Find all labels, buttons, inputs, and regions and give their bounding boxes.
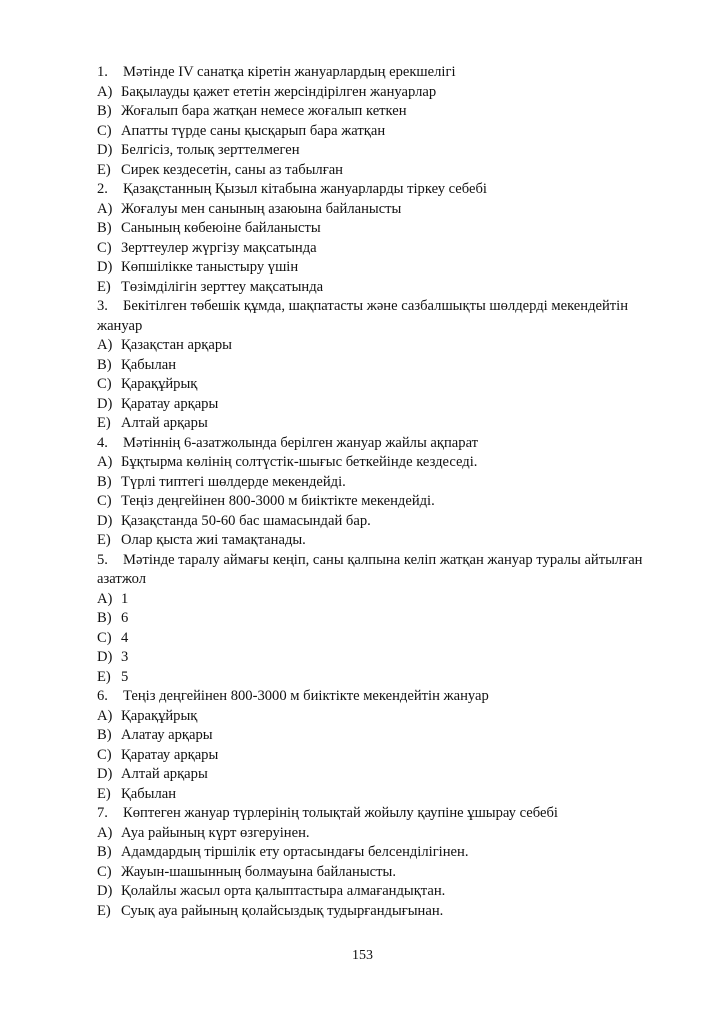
answer-option xyxy=(97,122,672,142)
option-letter: D) xyxy=(97,883,113,899)
question-text: Бекітілген төбешік құмда, шақпатасты және сазбалшықты шөлдерді мекендейтін жануар xyxy=(97,298,629,334)
option-text: Сирек кездесетін, саны аз табылған xyxy=(121,161,343,178)
answer-option xyxy=(97,102,672,122)
option-letter: A) xyxy=(97,454,113,470)
option-text: Олар қыста жиі тамақтанады. xyxy=(121,532,306,548)
question-stem xyxy=(97,297,672,336)
answer-option xyxy=(97,336,672,356)
option-text: Зерттеулер жүргізу мақсатында xyxy=(121,239,317,256)
question-number: 7. xyxy=(97,805,108,821)
question-2 xyxy=(97,180,672,297)
answer-option xyxy=(97,200,672,220)
option-letter: E) xyxy=(97,161,111,178)
option-letter: B) xyxy=(97,610,112,626)
option-text: Қаратау арқары xyxy=(121,395,219,412)
option-text: Алтай арқары xyxy=(121,415,208,431)
option-text: 6 xyxy=(121,610,129,626)
question-number: 5. xyxy=(97,551,108,568)
option-text: 1 xyxy=(121,590,129,607)
question-stem xyxy=(97,180,672,200)
question-7 xyxy=(97,804,672,921)
question-number: 2. xyxy=(97,181,108,197)
question-stem xyxy=(97,687,672,707)
option-text: 4 xyxy=(121,629,129,646)
option-text: Қолайлы жасыл орта қалыптастыра алмағандықтан. xyxy=(121,883,446,899)
option-text: Белгісіз, толық зерттелмеген xyxy=(121,142,300,158)
answer-option xyxy=(97,219,672,239)
option-letter: D) xyxy=(97,259,113,275)
option-letter: B) xyxy=(97,844,112,860)
option-letter: E) xyxy=(97,415,111,431)
answer-option xyxy=(97,356,672,376)
option-text: 5 xyxy=(121,668,129,685)
option-letter: B) xyxy=(97,220,112,236)
option-text: Апатты түрде саны қысқарып бара жатқан xyxy=(121,122,386,139)
question-text: Қазақстанның Қызыл кітабына жануарларды тіркеу себебі xyxy=(123,181,487,197)
page-number: 153 xyxy=(352,948,373,963)
option-letter: B) xyxy=(97,356,112,373)
answer-option xyxy=(97,590,672,610)
answer-option xyxy=(97,629,672,649)
question-number: 6. xyxy=(97,688,108,704)
answer-option xyxy=(97,668,672,688)
option-text: Көпшілікке таныстыру үшін xyxy=(121,259,299,275)
answer-option xyxy=(97,278,672,298)
question-text: Көптеген жануар түрлерінің толықтай жойылу қаупіне ұшырау себебі xyxy=(123,805,558,821)
option-text: Төзімділігін зерттеу мақсатында xyxy=(121,278,324,295)
answer-option xyxy=(97,161,672,181)
answer-option xyxy=(97,239,672,259)
option-text: Адамдардың тіршілік ету ортасындағы белсенділігінен. xyxy=(121,844,469,860)
option-letter: A) xyxy=(97,83,113,100)
answer-option xyxy=(97,882,672,902)
option-letter: D) xyxy=(97,512,113,529)
option-text: Теңіз деңгейінен 800-3000 м биіктікте мекендейді. xyxy=(121,493,435,509)
option-letter: E) xyxy=(97,278,111,295)
option-letter: D) xyxy=(97,395,113,412)
option-letter: B) xyxy=(97,473,112,490)
option-letter: C) xyxy=(97,863,112,880)
document-page xyxy=(97,63,672,921)
question-text: Теңіз деңгейінен 800-3000 м биіктікте мекендейтін жануар xyxy=(123,688,489,704)
question-text: Мәтінде таралу аймағы кеңіп, саны қалпына келіп жатқан жануар туралы айтылған азатжол xyxy=(97,551,643,587)
option-text: Бұқтырма көлінің солтүстік-шығыс беткейінде кездеседі. xyxy=(121,454,478,470)
option-text: Қазақстан арқары xyxy=(121,337,232,353)
option-letter: E) xyxy=(97,532,111,548)
option-letter: C) xyxy=(97,239,112,256)
option-text: Жоғалып бара жатқан немесе жоғалып кеткен xyxy=(121,103,407,119)
option-letter: C) xyxy=(97,122,112,139)
question-6 xyxy=(97,687,672,804)
answer-option xyxy=(97,863,672,883)
option-text: Жоғалуы мен санының азаюына байланысты xyxy=(121,200,402,217)
answer-option xyxy=(97,707,672,727)
question-3 xyxy=(97,297,672,434)
question-text: Мәтіннің 6-азатжолында берілген жануар жайлы ақпарат xyxy=(123,434,479,451)
option-letter: E) xyxy=(97,902,111,919)
answer-option xyxy=(97,746,672,766)
answer-option xyxy=(97,785,672,805)
question-number: 4. xyxy=(97,434,108,451)
answer-option xyxy=(97,726,672,746)
answer-option xyxy=(97,902,672,922)
question-text: Мәтінде IV санатқа кіретін жануарлардың ерекшелігі xyxy=(123,64,456,80)
answer-option xyxy=(97,414,672,434)
option-letter: A) xyxy=(97,590,113,607)
option-letter: C) xyxy=(97,629,112,646)
option-text: Қабылан xyxy=(121,356,177,373)
question-1 xyxy=(97,63,672,180)
option-text: Қарақұйрық xyxy=(121,376,198,392)
option-text: Қаратау арқары xyxy=(121,746,219,763)
question-stem xyxy=(97,63,672,83)
option-text: Жауын-шашынның болмауына байланысты. xyxy=(121,863,396,880)
option-letter: A) xyxy=(97,337,113,353)
option-text: Бақылауды қажет ететін жерсіндірілген жануарлар xyxy=(121,83,437,100)
option-letter: C) xyxy=(97,493,112,509)
option-letter: D) xyxy=(97,649,113,665)
answer-option xyxy=(97,473,672,493)
option-letter: A) xyxy=(97,824,113,841)
option-text: Санының көбеюіне байланысты xyxy=(121,220,321,236)
answer-option xyxy=(97,531,672,551)
answer-option xyxy=(97,648,672,668)
option-text: 3 xyxy=(121,649,129,665)
answer-option xyxy=(97,395,672,415)
option-text: Қарақұйрық xyxy=(121,707,198,724)
answer-option xyxy=(97,258,672,278)
answer-option xyxy=(97,824,672,844)
question-stem xyxy=(97,551,672,590)
option-text: Қазақстанда 50-60 бас шамасындай бар. xyxy=(121,512,371,529)
option-text: Түрлі типтегі шөлдерде мекендейді. xyxy=(121,473,346,490)
question-4 xyxy=(97,434,672,551)
option-letter: C) xyxy=(97,376,112,392)
option-letter: A) xyxy=(97,707,113,724)
answer-option xyxy=(97,765,672,785)
question-5 xyxy=(97,551,672,688)
answer-option xyxy=(97,843,672,863)
option-text: Қабылан xyxy=(121,785,177,802)
option-letter: E) xyxy=(97,668,111,685)
answer-option xyxy=(97,492,672,512)
answer-option xyxy=(97,83,672,103)
option-letter: D) xyxy=(97,766,113,782)
answer-option xyxy=(97,512,672,532)
question-number: 3. xyxy=(97,298,108,314)
option-letter: D) xyxy=(97,142,113,158)
option-text: Ауа райының күрт өзгеруінен. xyxy=(121,824,310,841)
option-text: Суық ауа райының қолайсыздық тудырғандығынан. xyxy=(121,902,444,919)
answer-option xyxy=(97,609,672,629)
answer-option xyxy=(97,453,672,473)
option-letter: E) xyxy=(97,785,111,802)
answer-option xyxy=(97,141,672,161)
option-text: Алтай арқары xyxy=(121,766,208,782)
question-number: 1. xyxy=(97,64,108,80)
option-letter: A) xyxy=(97,200,113,217)
option-text: Алатау арқары xyxy=(121,727,213,743)
option-letter: B) xyxy=(97,727,112,743)
question-stem xyxy=(97,434,672,454)
option-letter: B) xyxy=(97,103,112,119)
option-letter: C) xyxy=(97,746,112,763)
question-stem xyxy=(97,804,672,824)
answer-option xyxy=(97,375,672,395)
